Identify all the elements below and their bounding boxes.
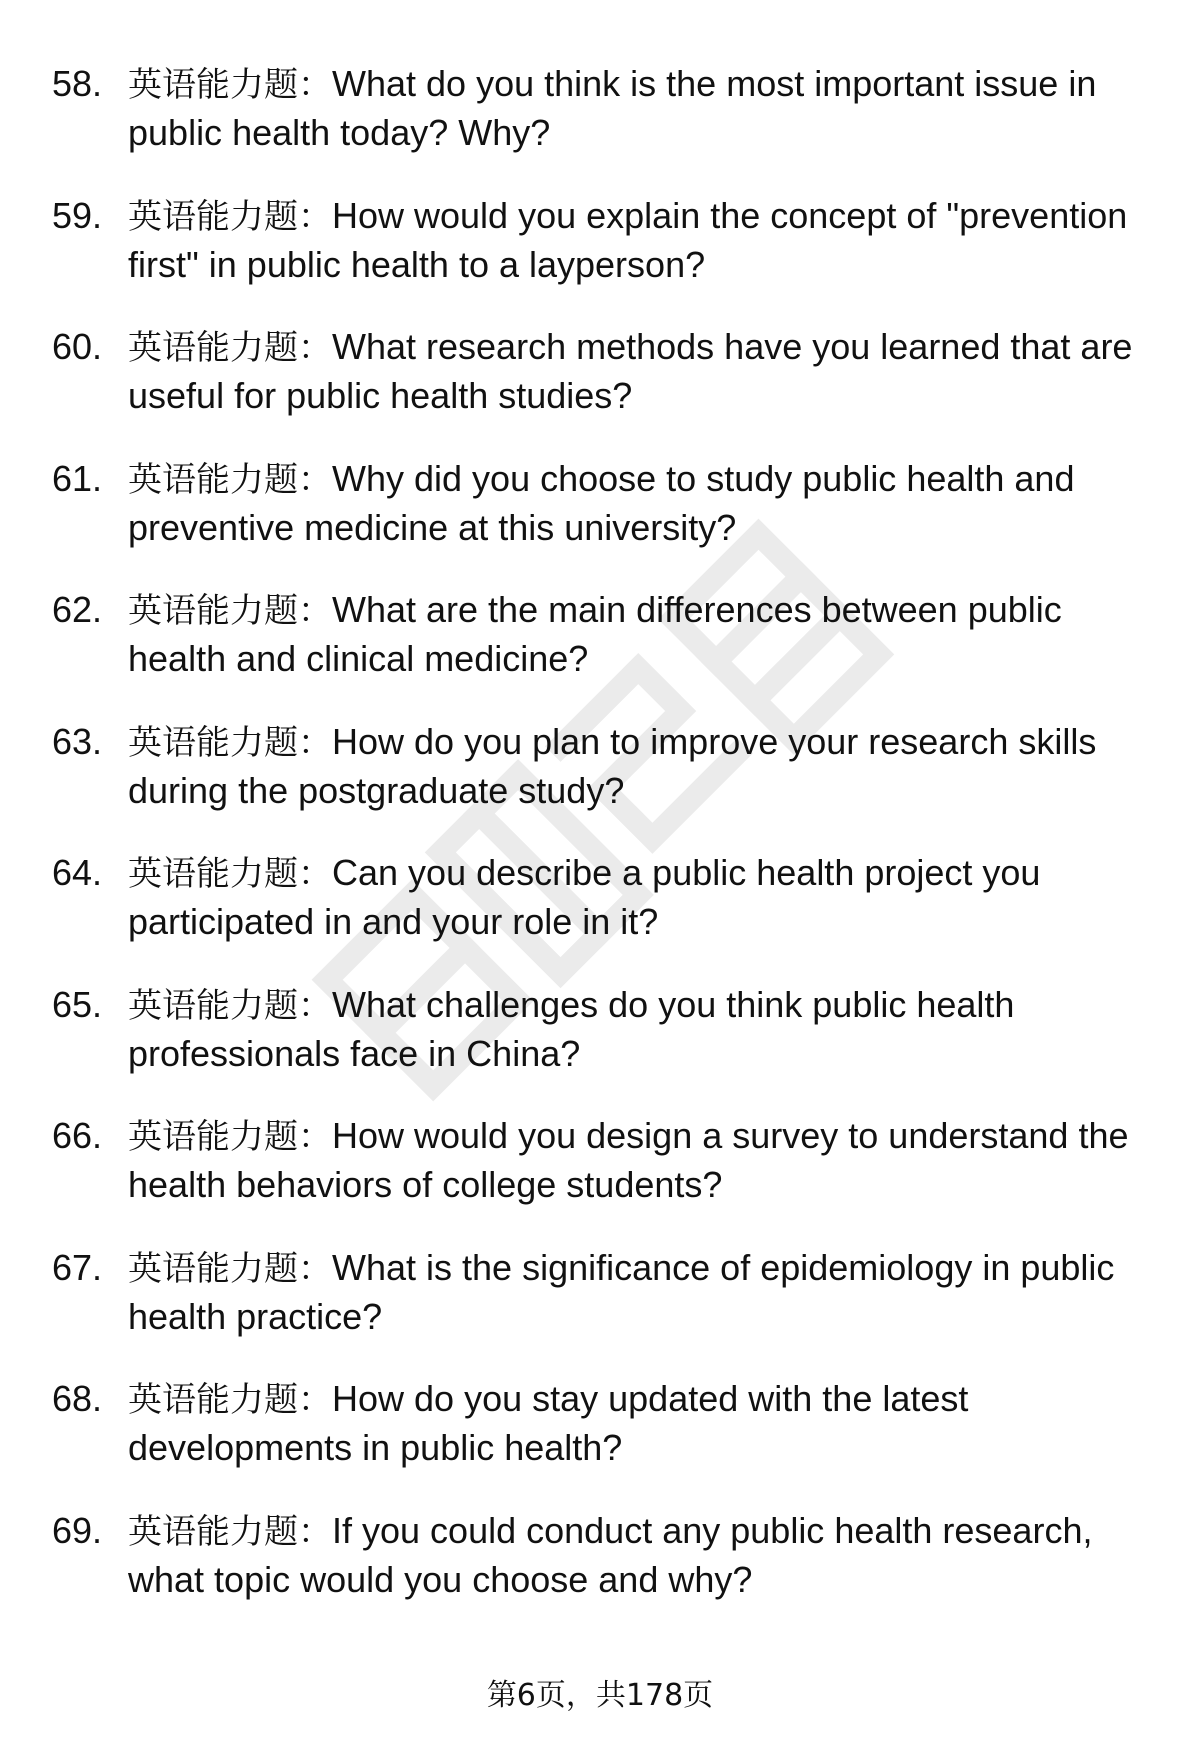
question-list: [0, 60, 1200, 1638]
question-body: [128, 192, 1148, 289]
question-body: [128, 718, 1148, 815]
question-number: 63.: [52, 720, 103, 762]
question-item: [0, 192, 1200, 324]
question-category: 英语能力题：: [128, 459, 332, 500]
question-text: What research methods have you learned that are useful for public health studies?: [128, 326, 1133, 416]
question-body: [128, 455, 1148, 552]
question-number: 66.: [52, 1115, 103, 1156]
question-body: [128, 323, 1148, 420]
question-body: [128, 1244, 1148, 1341]
question-body: [128, 60, 1148, 157]
question-body: [128, 849, 1148, 946]
question-body: [128, 1112, 1148, 1209]
question-number: 68.: [52, 1378, 103, 1419]
question-item: [0, 849, 1200, 981]
page-footer: 第6页，共178页: [486, 1678, 714, 1713]
question-category: 英语能力题：: [128, 65, 332, 105]
question-item: [0, 323, 1200, 455]
question-item: [0, 718, 1200, 850]
question-number: 58.: [52, 63, 103, 104]
question-category: 英语能力题：: [128, 1248, 332, 1289]
question-number: 62.: [52, 589, 103, 630]
question-category: 英语能力题：: [128, 328, 332, 368]
question-category: 英语能力题：: [128, 1117, 332, 1157]
question-item: [0, 1244, 1200, 1376]
question-text: How would you design a survey to understand the health behaviors of college students?: [128, 1115, 1129, 1205]
question-body: [128, 1507, 1148, 1604]
question-body: [128, 981, 1148, 1078]
question-text: What is the significance of epidemiology in public health practice?: [128, 1246, 1115, 1337]
question-text: How would you explain the concept of "prevention first" in public health to a layperson?: [128, 194, 1128, 285]
question-body: [128, 1375, 1148, 1472]
question-text: What challenges do you think public health professionals face in China?: [128, 983, 1015, 1074]
question-text: What are the main differences between public health and clinical medicine?: [128, 589, 1062, 679]
question-item: [0, 981, 1200, 1113]
question-category: 英语能力题：: [128, 591, 332, 631]
question-category: 英语能力题：: [128, 985, 332, 1026]
question-item: [0, 1507, 1200, 1639]
question-number: 65.: [52, 983, 103, 1025]
question-text: Can you describe a public health project you participated in and your role in it?: [128, 852, 1041, 942]
question-number: 67.: [52, 1246, 103, 1288]
question-text: If you could conduct any public health research, what topic would you choose and why?: [128, 1509, 1093, 1600]
question-number: 69.: [52, 1509, 103, 1551]
question-text: How do you plan to improve your research skills during the postgraduate study?: [128, 720, 1097, 811]
question-category: 英语能力题：: [128, 1380, 332, 1420]
question-text: How do you stay updated with the latest developments in public health?: [128, 1378, 969, 1468]
question-item: [0, 455, 1200, 587]
question-number: 61.: [52, 457, 103, 499]
question-category: 英语能力题：: [128, 722, 332, 763]
question-category: 英语能力题：: [128, 854, 332, 894]
question-item: [0, 1112, 1200, 1244]
question-number: 64.: [52, 852, 103, 893]
question-number: 60.: [52, 326, 103, 367]
question-text: What do you think is the most important issue in public health today? Why?: [128, 63, 1097, 153]
question-item: [0, 1375, 1200, 1507]
question-item: [0, 60, 1200, 192]
question-body: [128, 586, 1148, 683]
question-category: 英语能力题：: [128, 1511, 332, 1552]
question-number: 59.: [52, 194, 103, 236]
question-text: Why did you choose to study public health and preventive medicine at this university?: [128, 457, 1075, 548]
question-category: 英语能力题：: [128, 196, 332, 237]
question-item: [0, 586, 1200, 718]
